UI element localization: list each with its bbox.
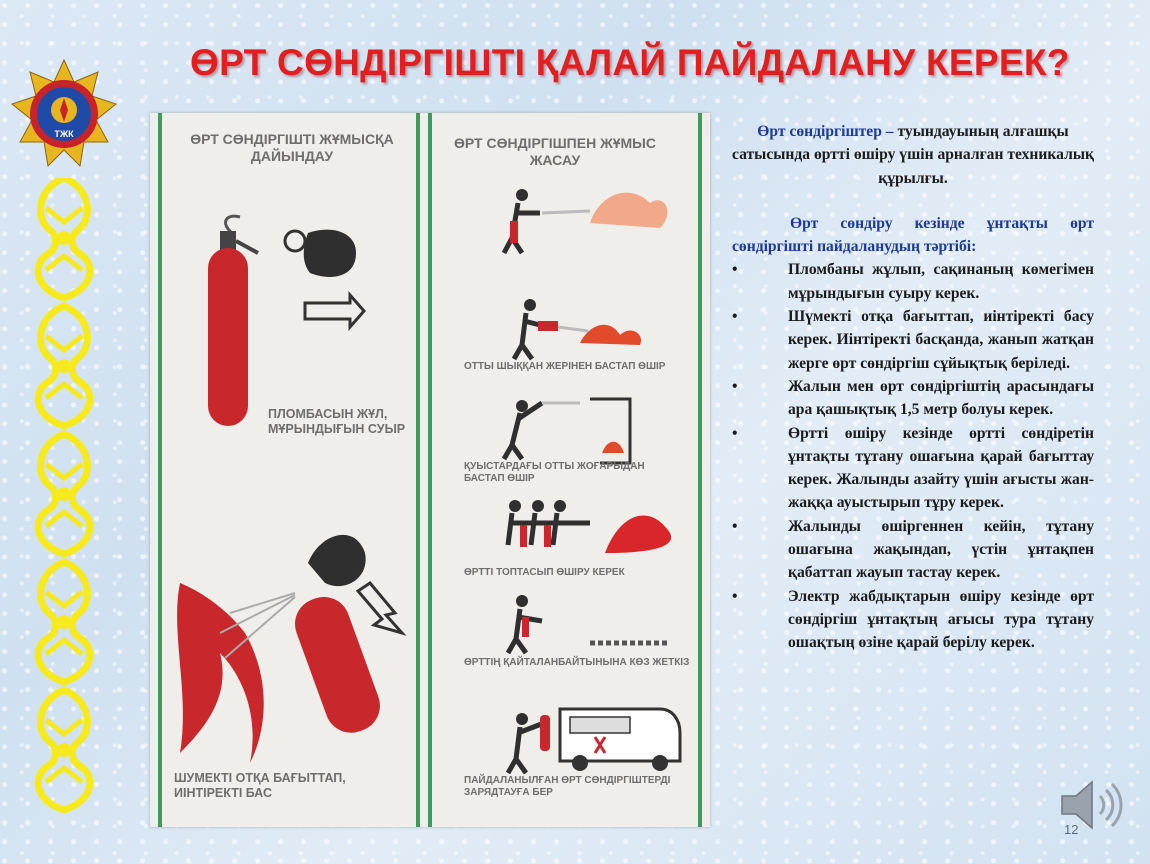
poster-right-caption-4: ӨРТТІҢ ҚАЙТАЛАНБАЙТЫНЫНА КӨЗ ЖЕТКІЗ [464, 657, 690, 668]
extinguisher-pin-icon [208, 216, 364, 426]
list-item-text: Электр жабдықтарын өшіру кезінде өрт сөндіргіш ұнтақтың ағысы тура тұтану ошақтың өзіне қарай берілу керек. [788, 587, 1094, 652]
definition-paragraph [732, 120, 1094, 190]
poster-left-caption-2: ШУМЕКТІ ОТҚА БАҒЫТТАП, ИІНТІРЕКТІ БАС [174, 771, 346, 800]
instructions-text [732, 120, 1094, 655]
figure-spraying-cavity [504, 399, 630, 463]
definition-rest: туындауының алғашқы сатысында өртті өшіру үшін арналған техникалық құрылғы. [732, 123, 1094, 187]
list-item-text: Жалын мен өрт сөндіргіштің арасындағы ара қашықтық 1,5 метр болуы керек. [788, 377, 1094, 419]
poster-left-heading: ӨРТ СӨНДІРГІШТІ ЖҰМЫСҚА ДАЙЫНДАУ [190, 131, 394, 164]
bullet-mark: • [732, 424, 738, 442]
order-heading: Өрт сөндіру кезінде ұнтақты өрт сөндіргішті пайдаланудың тәртібі: [732, 214, 1094, 256]
list-item [732, 305, 1094, 375]
extinguisher-spray-icon [177, 535, 402, 763]
slide-title: ӨРТ СӨНДІРГІШТІ ҚАЛАЙ ПАЙДАЛАНУ КЕРЕК? [190, 42, 1070, 83]
team-extinguishing-icon [508, 500, 671, 553]
poster-right-caption-2: ҚУЫСТАРДАҒЫ ОТТЫ ЖОҒАРЫДАН БАСТАП ӨШІР [464, 461, 645, 484]
list-item-text: Пломбаны жұлып, сақинаның көмегімен мұрындығын суыру керек. [788, 261, 1094, 302]
definition-term: Өрт сөндіргіштер – [757, 123, 894, 140]
list-item-text: Жалынды өшіргеннен кейін, тұтану ошағына жақындап, үстін ұнтақпен қабаттап жауып тастау керек. [788, 517, 1094, 582]
list-item-text: Өртті өшіру кезінде өртті сөндіретін ұнтақты тұтану ошағына қарай бағыттау керек. Жалынды азайту үшін ағысты жан-жаққа ауыстырып тұру керек. [788, 424, 1094, 512]
bullet-mark: • [732, 377, 738, 395]
bullet-mark: • [732, 517, 738, 535]
list-item [732, 422, 1094, 515]
bullet-mark: • [732, 587, 738, 605]
emblem-text: ТЖК [54, 129, 74, 139]
list-item [732, 375, 1094, 422]
poster-right-caption-1: ОТТЫ ШЫҚҚАН ЖЕРІНЕН БАСТАП ӨШІР [464, 361, 666, 372]
list-item [732, 585, 1094, 655]
list-item [732, 258, 1094, 305]
poster-right-heading: ӨРТ СӨНДІРГІШПЕН ЖҰМЫС ЖАСАУ [453, 135, 656, 168]
decorative-ornament-icon [28, 178, 100, 820]
list-item [732, 515, 1094, 585]
fire-extinguisher-poster [150, 113, 710, 827]
bullet-mark: • [732, 308, 738, 326]
bullet-mark: • [732, 261, 738, 279]
recharge-van-icon [508, 709, 680, 773]
poster-left-caption-1: ПЛОМБАСЫН ЖҰЛ, МҰРЫНДЫҒЫН СУЫР [268, 407, 406, 436]
figure-checking-icon [508, 595, 670, 653]
poster-right-caption-5: ПАЙДАЛАНЫЛҒАН ӨРТ СӨНДІРГІШТЕРДІ ЗАРЯДТАУҒА БЕР [464, 775, 671, 798]
figure-spraying-fire-2 [514, 299, 641, 359]
list-item-text: Шүмекті отқа бағыттап, иінтіректі басу керек. Иінтіректі басқанда, жанып жатқан жерге өрт сөндіргіш сұйықтық беріледі. [788, 308, 1094, 372]
emergency-service-emblem-icon [8, 58, 120, 170]
figure-spraying-fire-1 [504, 189, 667, 253]
page-number: 12 [1064, 822, 1079, 837]
poster-right-caption-3: ӨРТТІ ТОПТАСЫП ӨШІРУ КЕРЕК [464, 567, 625, 578]
